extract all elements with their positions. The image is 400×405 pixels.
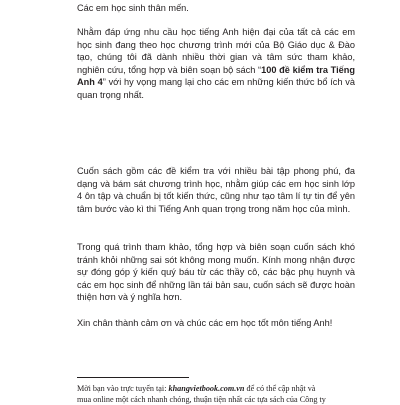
- content-paragraph: [77, 165, 355, 223]
- paragraph-1-before: Nhằm đáp ứng nhu cầu học tiếng Anh hiện đại của tất cả các em học sinh đang theo học chương trình mới của Bộ Giáo dục & Đào tạo, chúng tôi đã dành nhiều thời gian và tâm sức tham khảo, nghiên cứu, tổng hợp và biên soạn bộ sách “: [77, 27, 355, 75]
- website-link[interactable]: khangvietbook.com.vn: [168, 384, 245, 393]
- paragraph-4: Xin chân thành cảm ơn và chúc các em học tốt môn tiếng Anh!: [77, 318, 333, 328]
- footnote-line-1-before: Mời bạn vào trực tuyến tại:: [77, 384, 169, 393]
- paragraph-1: [77, 26, 355, 102]
- footnote-line-1-after: để có thể cập nhật và: [244, 384, 316, 393]
- footnote: [77, 383, 367, 405]
- greeting: Các em học sinh thân mến.: [77, 3, 189, 13]
- feedback-paragraph: [77, 241, 355, 312]
- paragraph-2: Cuốn sách gồm các đề kiểm tra với nhiều bài tập phong phú, đa dạng và bám sát chương trình học, nhằm giúp các em học sinh lớp 4 ôn tập và chuẩn bị tốt kiến thức, cũng như tạo tâm lí tự tin để yên tâm bước vào kì thi Tiếng Anh quan trọng trong năm học của mình.: [77, 166, 355, 214]
- book-title: 100 đề kiểm tra Tiếng Anh 4: [77, 64, 356, 88]
- footnote-divider: [77, 377, 189, 378]
- paragraph-3: Trong quá trình tham khảo, tổng hợp và biên soạn cuốn sách khó tránh khỏi những sai sót không mong muốn. Kính mong nhận được sự đóng góp ý kiến quý báu từ các thầy cô, các bậc phụ huynh và các em học sinh để những lần tái bản sau, cuốn sách sẽ được hoàn thiện hơn và ý nghĩa hơn.: [77, 242, 355, 303]
- footnote-line-2: mua online một cách nhanh chóng, thuận tiện nhất các tựa sách của Công ty: [77, 395, 326, 404]
- paragraph-1-after: ” với hy vọng mang lại cho các em những kiến thức bổ ích và quan trọng nhất.: [77, 77, 355, 100]
- closing-paragraph: [77, 317, 355, 338]
- footnote-line-1: [77, 383, 367, 394]
- intro-paragraph: [77, 26, 355, 110]
